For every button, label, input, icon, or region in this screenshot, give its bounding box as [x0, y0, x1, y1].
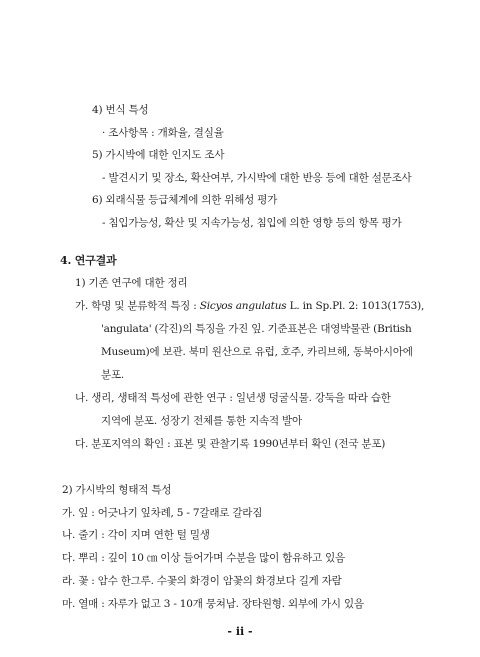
item4-title: 4) 번식 특성 [92, 104, 149, 116]
page-number: - ii - [227, 625, 253, 638]
species-name: Sicyos angulatus [199, 300, 287, 312]
morph-stem: 나. 줄기 : 각이 지며 연한 털 밀생 [62, 529, 210, 541]
item6-title: 6) 외래식물 등급체계에 의한 위해성 평가 [92, 194, 278, 206]
na-line1: 나. 생리, 생태적 특성에 관한 연구 : 일년생 덩굴식물. 강둑을 따라 습한 [75, 392, 391, 404]
item6-bullet: - 침입가능성, 확산 및 지속가능성, 침입에 의한 영향 등의 항목 평가 [102, 217, 402, 229]
sub1-title: 1) 기존 연구에 대한 정리 [75, 277, 188, 289]
item5-title: 5) 가시박에 대한 인지도 조사 [92, 149, 225, 161]
results-heading: 4. 연구결과 [60, 254, 117, 267]
ga-line1 [75, 299, 424, 313]
item5-bullet: - 발견시기 및 장소, 확산여부, 가시박에 대한 반응 등에 대한 설문조사 [102, 172, 412, 184]
da-line1: 다. 분포지역의 확인 : 표본 및 관찰기록 1990년부터 확인 (전국 분포) [75, 438, 386, 450]
sub2-title: 2) 가시박의 형태적 특성 [62, 484, 172, 496]
morph-flower: 라. 꽃 : 암수 한그루. 수꽃의 화경이 암꽃의 화경보다 길게 자람 [62, 575, 342, 587]
ga-rest: L. in Sp.Pl. 2: 1013(1753), [286, 300, 425, 312]
ga-line4: 분포. [101, 369, 125, 381]
ga-line3: Museum)에 보관. 북미 원산으로 유럽, 호주, 카리브해, 동북아시아에 [101, 346, 413, 358]
morph-leaf: 가. 잎 : 어긋나기 잎차례, 5 - 7갈래로 갈라짐 [62, 507, 263, 519]
ga-prefix: 가. 학명 및 분류학적 특징 : [75, 300, 200, 312]
ga-line2: 'angulata' (각진)의 특징을 가진 잎. 기준표본은 대영박물관 (British [101, 323, 412, 335]
morph-fruit: 마. 열매 : 자루가 없고 3 - 10개 뭉쳐남. 장타원형. 외부에 가시 있음 [62, 598, 364, 610]
item4-bullet: · 조사항목 : 개화율, 결실율 [102, 127, 224, 139]
morph-root: 다. 뿌리 : 깊이 10 ㎝ 이상 들어가며 수분을 많이 함유하고 있음 [62, 552, 345, 564]
na-line2: 지역에 분포. 성장기 전체를 통한 지속적 발아 [101, 415, 302, 427]
